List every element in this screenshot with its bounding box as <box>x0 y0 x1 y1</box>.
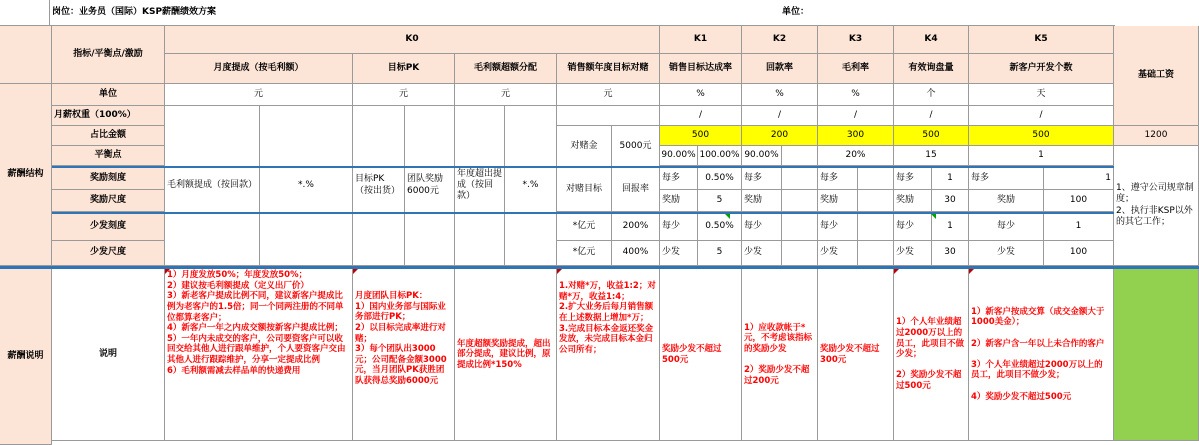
penalty-scl-k5-label: 少发 <box>969 241 1044 266</box>
balance-k4: 15 <box>894 146 969 166</box>
section-structure: 薪酬结构 <box>0 84 52 266</box>
reward-scl-k2-val <box>782 190 818 212</box>
k4-name-header: 有效询盘量 <box>894 54 969 84</box>
explain-k4: 1）个人年业绩超过2000万以上的员工，此项目不做少发； 2）奖励少发不超过500元 <box>894 269 969 441</box>
weight-k5: / <box>969 106 1114 126</box>
reward-scl-k4-label: 奖励 <box>894 190 932 212</box>
unit-title: 单位： <box>780 0 1115 26</box>
row-balance-label: 平衡点 <box>52 146 165 166</box>
balance-k1b: 100.00% <box>698 146 742 166</box>
explain-k5: 1）新客户按成交算（成交金额大于1000美金）； 2）新客户含一年以上未合作的客户 3）个人年业绩超过2000万以上的员工，此项目不做少发； 4）奖励少发不超过500元 <box>969 269 1114 441</box>
explain-base <box>1114 269 1199 441</box>
k3-header: K3 <box>818 26 894 54</box>
row-weight-label: 月薪权重（100%） <box>52 106 165 126</box>
bet-target-label: 对赌目标 <box>557 168 612 212</box>
penalty-deg-k2-val <box>782 214 818 241</box>
excess-profit-header: 毛利额超额分配 <box>455 54 557 84</box>
penalty-deg-k1-val: 0.50% <box>698 214 742 241</box>
comment-marker <box>557 269 562 274</box>
unit-k0c: 元 <box>455 84 557 106</box>
k2-name-header: 回款率 <box>742 54 818 84</box>
base-salary-header: 基础工资 <box>1114 26 1199 126</box>
penalty-deg-k5-label: 每少 <box>969 214 1044 241</box>
reward-scl-k5-label: 奖励 <box>969 190 1044 212</box>
penalty-deg-k3-val <box>858 214 894 241</box>
k4-header: K4 <box>894 26 969 54</box>
weight-k4: / <box>894 106 969 126</box>
balance-k2-blank <box>782 146 818 166</box>
penalty-scl-k3-val <box>858 241 894 266</box>
reward-deg-k4-label: 每多 <box>894 168 932 190</box>
comment-marker <box>969 269 974 274</box>
row-penalty-degree-label: 少发刻度 <box>52 214 165 241</box>
bet-gold-label: 对赌金 <box>557 126 612 168</box>
reward-scl-k4-val: 30 <box>932 190 969 212</box>
reward-scl-k5-val: 100 <box>1044 190 1114 212</box>
penalty-deg-k1-label: 每少 <box>660 214 698 241</box>
explain-annual: 1.对赌*万，收益1:2；对赌*万，收益1:4； 2.扩大业务后每月销售额在上述数据上增加*万； 3.完成目标本金返还奖金发放，未完成目标本金归公司所有； <box>557 269 660 441</box>
unit-k0b: 元 <box>353 84 455 106</box>
unit-k2: % <box>742 84 818 106</box>
bet-target-2: *亿元 <box>557 241 612 266</box>
penalty-scl-k3-label: 少发 <box>818 241 858 266</box>
section-explain: 薪酬说明 <box>0 269 52 445</box>
reward-deg-k2-label: 每多 <box>742 168 782 190</box>
amount-k5: 500 <box>969 126 1114 146</box>
indicator-header: 指标/平衡点/激励 <box>52 26 165 84</box>
explain-excess: 年度超额奖励提成，超出部分提成，建议比例，原提成比例*150% <box>455 269 557 441</box>
return-rate-label: 回报率 <box>612 168 660 212</box>
post-title: 岗位：业务员（国际）KSP薪酬绩效方案 <box>50 0 780 26</box>
comment-marker <box>931 214 936 219</box>
reward-deg-k1-label: 每多 <box>660 168 698 190</box>
weight-k3: / <box>818 106 894 126</box>
explain-k1: 奖励少发不超过500元 <box>660 269 742 441</box>
header-blank <box>0 26 52 84</box>
amount-k3: 300 <box>818 126 894 146</box>
pk-basis: 目标PK（按出货） <box>353 106 405 266</box>
reward-scl-k3-label: 奖励 <box>818 190 858 212</box>
reward-scl-k2-label: 奖励 <box>742 190 782 212</box>
bet-target-1: *亿元 <box>557 214 612 241</box>
penalty-scl-k4-val: 30 <box>932 241 969 266</box>
reward-deg-k3-label: 每多 <box>818 168 858 190</box>
commission-basis: 毛利额提成（按回款） <box>165 106 260 266</box>
reward-deg-k4-val: 1 <box>932 168 969 190</box>
reward-deg-k3-val <box>858 168 894 190</box>
unit-k5: 天 <box>969 84 1114 106</box>
k5-header: K5 <box>969 26 1114 54</box>
row-amount-label: 占比金额 <box>52 126 165 146</box>
balance-k3: 20% <box>818 146 894 166</box>
penalty-scl-k2-label: 少发 <box>742 241 782 266</box>
balance-k5: 1 <box>969 146 1114 166</box>
penalty-deg-k2-label: 每少 <box>742 214 782 241</box>
amount-k2: 200 <box>742 126 818 146</box>
annual-excess: 年度超出提成（按回款） <box>455 106 505 266</box>
return-rate-2: 400% <box>612 241 660 266</box>
corner-cell <box>0 0 50 26</box>
k1-header: K1 <box>660 26 742 54</box>
penalty-scl-k4-label: 少发 <box>894 241 932 266</box>
explain-monthly: 1）月度发放50%；年度发放50%； 2）建议按毛利额提成（定义出厂价） 3）新老客户提成比例不同，建议新客户提成比例为老客户的1.5倍；同一个同两注册的不同单位都算老客户； 4）新客户一年之内成交额按新客户提成比例； 5）一年内未成交的客户，公司要资客户可以收回交给其他人进行跟单维护，个人要资客户交由其他人进行跟踪维护，分享一定提成比例 6）毛利额需减去样品单的快递费用 <box>165 269 353 441</box>
reward-deg-k5-val: 1 <box>1044 168 1114 190</box>
reward-scl-k3-val <box>858 190 894 212</box>
bet-amount: 5000元 <box>612 126 660 168</box>
penalty-deg-k4-val: 1 <box>932 214 969 241</box>
reward-deg-k5-label: 每多 <box>969 168 1044 190</box>
row-reward-degree-label: 奖励刻度 <box>52 168 165 190</box>
amount-k1: 500 <box>660 126 742 146</box>
bet-weight-blank <box>557 106 660 126</box>
target-pk-header: 目标PK <box>353 54 455 84</box>
reward-scl-k1-val: 5 <box>698 190 742 212</box>
weight-k2: / <box>742 106 818 126</box>
annual-target-header: 销售额年度目标对赌 <box>557 54 660 84</box>
k1-name-header: 销售目标达成率 <box>660 54 742 84</box>
penalty-deg-k3-label: 每少 <box>818 214 858 241</box>
comment-marker <box>353 269 358 274</box>
explain-k2: 1）应收款帐于*元，不考虑该指标的奖励少发 2）奖励少发不超过200元 <box>742 269 818 441</box>
amount-k4: 500 <box>894 126 969 146</box>
base-note: 1、遵守公司规章制度； 2、执行非KSP以外的其它工作； <box>1114 146 1199 266</box>
annual-rate: *.% <box>505 106 557 266</box>
penalty-scl-k5-val: 100 <box>1044 241 1114 266</box>
weight-k1: / <box>660 106 742 126</box>
unit-k4: 个 <box>894 84 969 106</box>
penalty-scl-k2-val <box>782 241 818 266</box>
balance-k1a: 90.00% <box>660 146 698 166</box>
row-reward-scale-label: 奖励尺度 <box>52 190 165 212</box>
k2-header: K2 <box>742 26 818 54</box>
return-rate-1: 200% <box>612 214 660 241</box>
amount-base: 1200 <box>1114 126 1199 146</box>
reward-deg-k2-val <box>782 168 818 190</box>
weight-base <box>1114 106 1199 126</box>
comment-marker <box>165 269 170 274</box>
k5-name-header: 新客户开发个数 <box>969 54 1114 84</box>
row-explain-label: 说明 <box>52 269 165 441</box>
commission-rate: *.% <box>260 106 353 266</box>
pk-reward: 团队奖励6000元 <box>405 106 455 266</box>
separator-line <box>52 212 1114 214</box>
monthly-commission-header: 月度提成（按毛利额） <box>165 54 353 84</box>
penalty-scl-k1-val: 5 <box>698 241 742 266</box>
unit-k3: % <box>818 84 894 106</box>
row-penalty-scale-label: 少发尺度 <box>52 241 165 266</box>
unit-k1: % <box>660 84 742 106</box>
unit-k0a: 元 <box>165 84 353 106</box>
balance-k2: 90.00% <box>742 146 782 166</box>
explain-k3: 奖励少发不超过300元 <box>818 269 894 441</box>
penalty-deg-k5-val: 1 <box>1044 214 1114 241</box>
separator-line <box>52 166 1114 168</box>
reward-scl-k1-label: 奖励 <box>660 190 698 212</box>
comment-marker <box>725 214 730 219</box>
penalty-scl-k1-label: 少发 <box>660 241 698 266</box>
reward-deg-k1-val: 0.50% <box>698 168 742 190</box>
explain-pk: 月度团队目标PK： 1）国内业务部与国际业务部进行PK； 2）以目标完成率进行对赌； 3）每个团队出3000元；公司配备金额3000元，当月团队PK获胜团队获得总奖励6000元 <box>353 269 455 441</box>
k3-name-header: 毛利率 <box>818 54 894 84</box>
k0-header: K0 <box>165 26 660 54</box>
penalty-deg-k4-label: 每少 <box>894 214 932 241</box>
comment-marker <box>894 269 899 274</box>
unit-k0d: 元 <box>557 84 660 106</box>
row-unit-label: 单位 <box>52 84 165 106</box>
